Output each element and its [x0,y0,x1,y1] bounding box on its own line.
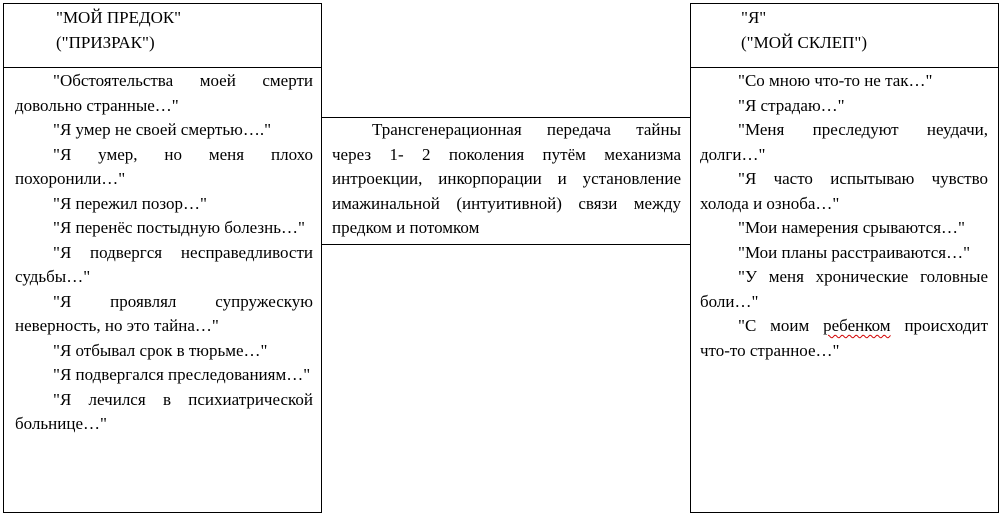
spellcheck-marked-word: ребенком [823,316,891,335]
ancestor-statement: "Я перенёс постыдную болезнь…" [53,218,305,237]
self-statement: "Я часто испытываю чувство холода и озноба…" [700,169,988,213]
ancestor-statement: "Я лечился в психиатрической больнице…" [15,389,313,433]
ancestor-header-cell [3,3,322,68]
self-statement: "Мои намерения срываются…" [738,218,965,237]
ancestor-title-line1: "МОЙ ПРЕДОК" [56,8,182,27]
ancestor-statement: "Обстоятельства моей смерти довольно странные…" [15,71,313,115]
self-statement-last-start: "С моим [738,316,824,335]
self-statement: "У меня хронические головные боли…" [700,267,988,311]
self-header-cell [690,3,999,68]
self-title-line2: ("МОЙ СКЛЕП") [741,32,867,52]
self-statements-list [700,69,988,363]
ancestor-statement: "Я умер не своей смертью…." [53,120,272,139]
ancestor-title-line2: ("ПРИЗРАК") [56,32,155,52]
ancestor-statement: "Я проявлял супружескую неверность, но это тайна…" [15,291,313,335]
ancestor-statement: "Я умер, но меня плохо похоронили…" [15,144,313,188]
transmission-text: Трансгенерационная передача тайны через 1- 2 поколения путём механизма интроекции, инкорпорации и установление имажинальной (интуитивной) связи между предком и потомком [332,120,681,237]
self-statement: "Меня преследуют неудачи, долги…" [700,120,988,164]
self-statement-last-end: происходит что-то странное…" [700,316,988,360]
self-statement: "Со мною что-то не так…" [738,71,933,90]
self-title-line1: "Я" [741,8,767,27]
ancestor-statement: "Я пережил позор…" [53,193,207,213]
self-title [741,6,867,55]
ancestor-statement: "Я отбывал срок в тюрьме…" [53,340,268,360]
ancestor-title [56,6,181,55]
ancestor-statement: "Я подвергался преследованиям…" [53,365,311,384]
ancestor-statement: "Я подвергся несправедливости судьбы…" [15,242,313,286]
ancestor-statements-cell [3,67,322,513]
self-statement: "Я страдаю…" [738,95,845,115]
ancestor-statements-list [15,69,313,437]
self-statement-last [700,314,988,363]
self-statements-cell [690,67,999,513]
self-statement: "Мои планы расстраиваются…" [738,242,971,262]
transmission-cell [321,117,691,245]
